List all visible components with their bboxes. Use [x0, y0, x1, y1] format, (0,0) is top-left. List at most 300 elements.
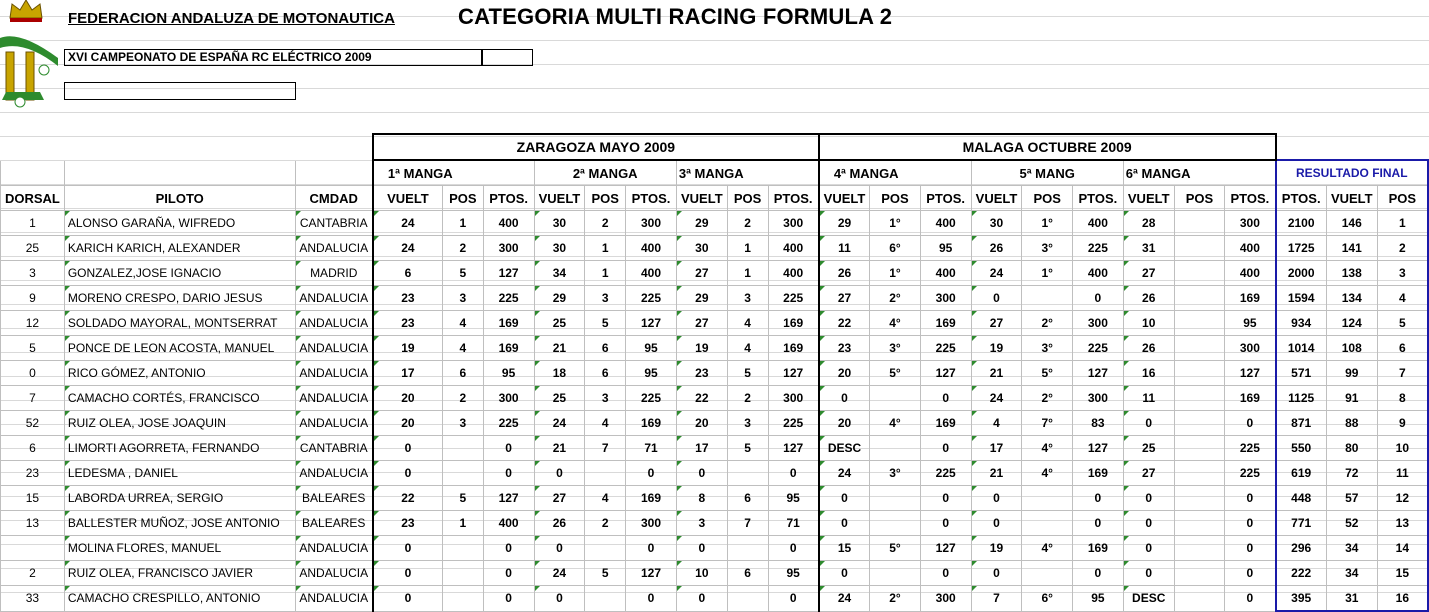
- manga-5-ptos-cell[interactable]: 0: [1073, 561, 1124, 586]
- manga-2-ptos-cell[interactable]: 0: [626, 586, 677, 612]
- manga-2-vuelt-cell[interactable]: 21: [534, 436, 585, 461]
- manga-5-pos-cell[interactable]: [1022, 286, 1073, 311]
- manga-2-pos-cell[interactable]: 6: [585, 361, 626, 386]
- manga-5-pos-cell[interactable]: 1°: [1022, 261, 1073, 286]
- manga-6-ptos-cell[interactable]: 300: [1225, 211, 1276, 236]
- manga-2-ptos-cell[interactable]: 225: [626, 286, 677, 311]
- manga-3-pos-cell[interactable]: 7: [727, 511, 768, 536]
- dorsal-cell[interactable]: 23: [1, 461, 65, 486]
- manga-5-vuelt-cell[interactable]: 0: [971, 511, 1022, 536]
- dorsal-cell[interactable]: 25: [1, 236, 65, 261]
- manga-3-pos-cell[interactable]: 5: [727, 436, 768, 461]
- manga-5-ptos-cell[interactable]: 95: [1073, 586, 1124, 612]
- final-pos-cell[interactable]: 13: [1377, 511, 1428, 536]
- final-pos-cell[interactable]: 16: [1377, 586, 1428, 612]
- manga-4-vuelt-cell[interactable]: 26: [819, 261, 870, 286]
- manga-6-vuelt-cell[interactable]: 10: [1123, 311, 1174, 336]
- community-cell[interactable]: ANDALUCIA: [295, 336, 373, 361]
- manga-3-ptos-cell[interactable]: 300: [768, 386, 819, 411]
- manga-6-vuelt-cell[interactable]: 26: [1123, 286, 1174, 311]
- manga-4-vuelt-cell[interactable]: DESC: [819, 436, 870, 461]
- manga-6-vuelt-cell[interactable]: 25: [1123, 436, 1174, 461]
- community-cell[interactable]: ANDALUCIA: [295, 411, 373, 436]
- manga-1-ptos-cell[interactable]: 300: [483, 236, 534, 261]
- manga-6-vuelt-cell[interactable]: 28: [1123, 211, 1174, 236]
- manga-3-pos-cell[interactable]: 5: [727, 361, 768, 386]
- pilot-name-cell[interactable]: CAMACHO CRESPILLO, ANTONIO: [64, 586, 295, 612]
- manga-1-vuelt-cell[interactable]: 23: [373, 511, 443, 536]
- manga-3-vuelt-cell[interactable]: 10: [676, 561, 727, 586]
- manga-4-pos-cell[interactable]: [870, 386, 921, 411]
- manga-2-ptos-cell[interactable]: 0: [626, 536, 677, 561]
- manga-1-pos-cell[interactable]: [442, 461, 483, 486]
- manga-5-vuelt-cell[interactable]: 0: [971, 486, 1022, 511]
- manga-6-vuelt-cell[interactable]: 31: [1123, 236, 1174, 261]
- manga-6-vuelt-cell[interactable]: 0: [1123, 411, 1174, 436]
- manga-4-vuelt-cell[interactable]: 0: [819, 561, 870, 586]
- final-ptos-cell[interactable]: 571: [1276, 361, 1327, 386]
- final-ptos-cell[interactable]: 222: [1276, 561, 1327, 586]
- final-pos-cell[interactable]: 6: [1377, 336, 1428, 361]
- manga-5-pos-cell[interactable]: 3°: [1022, 336, 1073, 361]
- manga-2-vuelt-cell[interactable]: 27: [534, 486, 585, 511]
- manga-6-vuelt-cell[interactable]: 0: [1123, 536, 1174, 561]
- manga-4-ptos-cell[interactable]: 0: [920, 436, 971, 461]
- manga-5-ptos-cell[interactable]: 169: [1073, 461, 1124, 486]
- manga-6-ptos-cell[interactable]: 0: [1225, 411, 1276, 436]
- manga-6-ptos-cell[interactable]: 169: [1225, 386, 1276, 411]
- manga-5-vuelt-cell[interactable]: 0: [971, 286, 1022, 311]
- manga-2-vuelt-cell[interactable]: 34: [534, 261, 585, 286]
- manga-2-vuelt-cell[interactable]: 21: [534, 336, 585, 361]
- pilot-name-cell[interactable]: LEDESMA , DANIEL: [64, 461, 295, 486]
- dorsal-cell[interactable]: 9: [1, 286, 65, 311]
- manga-3-pos-cell[interactable]: [727, 536, 768, 561]
- manga-6-vuelt-cell[interactable]: 27: [1123, 261, 1174, 286]
- final-ptos-cell[interactable]: 1725: [1276, 236, 1327, 261]
- manga-6-vuelt-cell[interactable]: 27: [1123, 461, 1174, 486]
- manga-2-pos-cell[interactable]: 1: [585, 261, 626, 286]
- final-ptos-cell[interactable]: 1125: [1276, 386, 1327, 411]
- manga-5-ptos-cell[interactable]: 400: [1073, 211, 1124, 236]
- manga-1-vuelt-cell[interactable]: 19: [373, 336, 443, 361]
- manga-3-ptos-cell[interactable]: 300: [768, 211, 819, 236]
- manga-3-ptos-cell[interactable]: 169: [768, 336, 819, 361]
- manga-6-pos-cell[interactable]: [1174, 386, 1225, 411]
- dorsal-cell[interactable]: 6: [1, 436, 65, 461]
- manga-1-pos-cell[interactable]: [442, 586, 483, 612]
- manga-1-vuelt-cell[interactable]: 23: [373, 286, 443, 311]
- manga-4-vuelt-cell[interactable]: 15: [819, 536, 870, 561]
- manga-6-pos-cell[interactable]: [1174, 211, 1225, 236]
- manga-2-ptos-cell[interactable]: 225: [626, 386, 677, 411]
- manga-1-vuelt-cell[interactable]: 24: [373, 211, 443, 236]
- community-cell[interactable]: ANDALUCIA: [295, 236, 373, 261]
- manga-5-pos-cell[interactable]: 6°: [1022, 586, 1073, 612]
- manga-4-vuelt-cell[interactable]: 24: [819, 586, 870, 612]
- dorsal-cell[interactable]: 52: [1, 411, 65, 436]
- manga-4-vuelt-cell[interactable]: 11: [819, 236, 870, 261]
- manga-4-ptos-cell[interactable]: 300: [920, 586, 971, 612]
- manga-2-vuelt-cell[interactable]: 18: [534, 361, 585, 386]
- manga-6-pos-cell[interactable]: [1174, 486, 1225, 511]
- final-vuelt-cell[interactable]: 72: [1326, 461, 1377, 486]
- final-vuelt-cell[interactable]: 141: [1326, 236, 1377, 261]
- manga-5-pos-cell[interactable]: [1022, 511, 1073, 536]
- manga-4-vuelt-cell[interactable]: 24: [819, 461, 870, 486]
- manga-6-pos-cell[interactable]: [1174, 361, 1225, 386]
- manga-2-pos-cell[interactable]: 4: [585, 411, 626, 436]
- final-ptos-cell[interactable]: 395: [1276, 586, 1327, 612]
- pilot-name-cell[interactable]: ALONSO GARAÑA, WIFREDO: [64, 211, 295, 236]
- pilot-name-cell[interactable]: PONCE DE LEON ACOSTA, MANUEL: [64, 336, 295, 361]
- manga-5-vuelt-cell[interactable]: 26: [971, 236, 1022, 261]
- manga-1-ptos-cell[interactable]: 0: [483, 436, 534, 461]
- manga-6-pos-cell[interactable]: [1174, 536, 1225, 561]
- manga-1-vuelt-cell[interactable]: 0: [373, 561, 443, 586]
- manga-2-pos-cell[interactable]: 3: [585, 386, 626, 411]
- manga-5-pos-cell[interactable]: [1022, 486, 1073, 511]
- manga-3-pos-cell[interactable]: 6: [727, 561, 768, 586]
- manga-4-vuelt-cell[interactable]: 29: [819, 211, 870, 236]
- manga-3-vuelt-cell[interactable]: 23: [676, 361, 727, 386]
- manga-6-ptos-cell[interactable]: 127: [1225, 361, 1276, 386]
- manga-4-vuelt-cell[interactable]: 22: [819, 311, 870, 336]
- community-cell[interactable]: ANDALUCIA: [295, 361, 373, 386]
- dorsal-cell[interactable]: 0: [1, 361, 65, 386]
- manga-1-vuelt-cell[interactable]: 0: [373, 436, 443, 461]
- manga-1-ptos-cell[interactable]: 95: [483, 361, 534, 386]
- final-vuelt-cell[interactable]: 124: [1326, 311, 1377, 336]
- manga-5-vuelt-cell[interactable]: 21: [971, 361, 1022, 386]
- manga-3-pos-cell[interactable]: 4: [727, 336, 768, 361]
- pilot-name-cell[interactable]: MORENO CRESPO, DARIO JESUS: [64, 286, 295, 311]
- manga-5-pos-cell[interactable]: [1022, 561, 1073, 586]
- manga-4-pos-cell[interactable]: 5°: [870, 361, 921, 386]
- manga-6-ptos-cell[interactable]: 0: [1225, 486, 1276, 511]
- manga-3-vuelt-cell[interactable]: 17: [676, 436, 727, 461]
- manga-4-pos-cell[interactable]: 5°: [870, 536, 921, 561]
- manga-2-ptos-cell[interactable]: 0: [626, 461, 677, 486]
- manga-2-pos-cell[interactable]: 2: [585, 511, 626, 536]
- manga-1-ptos-cell[interactable]: 0: [483, 561, 534, 586]
- manga-2-pos-cell[interactable]: [585, 586, 626, 612]
- manga-6-vuelt-cell[interactable]: 16: [1123, 361, 1174, 386]
- final-ptos-cell[interactable]: 1014: [1276, 336, 1327, 361]
- manga-4-pos-cell[interactable]: 1°: [870, 211, 921, 236]
- manga-5-vuelt-cell[interactable]: 0: [971, 561, 1022, 586]
- manga-1-ptos-cell[interactable]: 225: [483, 411, 534, 436]
- manga-5-pos-cell[interactable]: 1°: [1022, 211, 1073, 236]
- manga-2-vuelt-cell[interactable]: 30: [534, 236, 585, 261]
- final-vuelt-cell[interactable]: 146: [1326, 211, 1377, 236]
- manga-3-ptos-cell[interactable]: 225: [768, 286, 819, 311]
- manga-6-pos-cell[interactable]: [1174, 261, 1225, 286]
- manga-4-pos-cell[interactable]: 4°: [870, 411, 921, 436]
- manga-2-vuelt-cell[interactable]: 0: [534, 461, 585, 486]
- manga-6-ptos-cell[interactable]: 95: [1225, 311, 1276, 336]
- manga-3-pos-cell[interactable]: [727, 461, 768, 486]
- manga-5-vuelt-cell[interactable]: 19: [971, 336, 1022, 361]
- final-vuelt-cell[interactable]: 134: [1326, 286, 1377, 311]
- manga-5-ptos-cell[interactable]: 127: [1073, 436, 1124, 461]
- manga-3-pos-cell[interactable]: 1: [727, 236, 768, 261]
- manga-4-pos-cell[interactable]: 4°: [870, 311, 921, 336]
- pilot-name-cell[interactable]: RUIZ OLEA, FRANCISCO JAVIER: [64, 561, 295, 586]
- manga-4-vuelt-cell[interactable]: 0: [819, 511, 870, 536]
- final-ptos-cell[interactable]: 871: [1276, 411, 1327, 436]
- final-ptos-cell[interactable]: 448: [1276, 486, 1327, 511]
- manga-6-vuelt-cell[interactable]: 26: [1123, 336, 1174, 361]
- manga-1-ptos-cell[interactable]: 225: [483, 286, 534, 311]
- final-vuelt-cell[interactable]: 80: [1326, 436, 1377, 461]
- community-cell[interactable]: MADRID: [295, 261, 373, 286]
- manga-2-vuelt-cell[interactable]: 29: [534, 286, 585, 311]
- final-pos-cell[interactable]: 11: [1377, 461, 1428, 486]
- manga-1-ptos-cell[interactable]: 0: [483, 586, 534, 612]
- manga-4-pos-cell[interactable]: 2°: [870, 586, 921, 612]
- final-ptos-cell[interactable]: 934: [1276, 311, 1327, 336]
- community-cell[interactable]: ANDALUCIA: [295, 386, 373, 411]
- manga-1-pos-cell[interactable]: 4: [442, 336, 483, 361]
- final-pos-cell[interactable]: 12: [1377, 486, 1428, 511]
- manga-5-vuelt-cell[interactable]: 24: [971, 386, 1022, 411]
- community-cell[interactable]: ANDALUCIA: [295, 286, 373, 311]
- manga-6-ptos-cell[interactable]: 300: [1225, 336, 1276, 361]
- manga-1-ptos-cell[interactable]: 127: [483, 261, 534, 286]
- manga-1-ptos-cell[interactable]: 300: [483, 386, 534, 411]
- manga-3-ptos-cell[interactable]: 0: [768, 461, 819, 486]
- manga-3-vuelt-cell[interactable]: 19: [676, 336, 727, 361]
- manga-2-vuelt-cell[interactable]: 25: [534, 311, 585, 336]
- dorsal-cell[interactable]: 7: [1, 386, 65, 411]
- manga-5-pos-cell[interactable]: 5°: [1022, 361, 1073, 386]
- manga-3-vuelt-cell[interactable]: 8: [676, 486, 727, 511]
- manga-3-vuelt-cell[interactable]: 29: [676, 211, 727, 236]
- dorsal-cell[interactable]: [1, 536, 65, 561]
- manga-4-vuelt-cell[interactable]: 0: [819, 486, 870, 511]
- final-vuelt-cell[interactable]: 91: [1326, 386, 1377, 411]
- manga-1-vuelt-cell[interactable]: 20: [373, 386, 443, 411]
- manga-1-pos-cell[interactable]: 5: [442, 486, 483, 511]
- manga-3-pos-cell[interactable]: 6: [727, 486, 768, 511]
- manga-5-vuelt-cell[interactable]: 19: [971, 536, 1022, 561]
- dorsal-cell[interactable]: 15: [1, 486, 65, 511]
- manga-1-pos-cell[interactable]: 1: [442, 511, 483, 536]
- championship-extra-cell[interactable]: [482, 49, 533, 66]
- manga-1-vuelt-cell[interactable]: 22: [373, 486, 443, 511]
- final-ptos-cell[interactable]: 1594: [1276, 286, 1327, 311]
- manga-5-ptos-cell[interactable]: 169: [1073, 536, 1124, 561]
- manga-5-pos-cell[interactable]: 7°: [1022, 411, 1073, 436]
- manga-1-ptos-cell[interactable]: 0: [483, 536, 534, 561]
- manga-1-pos-cell[interactable]: [442, 561, 483, 586]
- pilot-name-cell[interactable]: LABORDA URREA, SERGIO: [64, 486, 295, 511]
- community-cell[interactable]: BALEARES: [295, 486, 373, 511]
- dorsal-cell[interactable]: 13: [1, 511, 65, 536]
- community-cell[interactable]: BALEARES: [295, 511, 373, 536]
- manga-3-pos-cell[interactable]: 1: [727, 261, 768, 286]
- manga-4-ptos-cell[interactable]: 127: [920, 536, 971, 561]
- manga-3-ptos-cell[interactable]: 127: [768, 436, 819, 461]
- manga-6-vuelt-cell[interactable]: 0: [1123, 561, 1174, 586]
- final-vuelt-cell[interactable]: 57: [1326, 486, 1377, 511]
- manga-4-ptos-cell[interactable]: 225: [920, 461, 971, 486]
- manga-5-vuelt-cell[interactable]: 27: [971, 311, 1022, 336]
- manga-4-ptos-cell[interactable]: 0: [920, 386, 971, 411]
- manga-6-pos-cell[interactable]: [1174, 461, 1225, 486]
- manga-3-vuelt-cell[interactable]: 3: [676, 511, 727, 536]
- manga-5-vuelt-cell[interactable]: 30: [971, 211, 1022, 236]
- manga-3-vuelt-cell[interactable]: 0: [676, 536, 727, 561]
- manga-6-vuelt-cell[interactable]: 0: [1123, 511, 1174, 536]
- manga-4-ptos-cell[interactable]: 169: [920, 411, 971, 436]
- manga-4-ptos-cell[interactable]: 0: [920, 561, 971, 586]
- manga-6-pos-cell[interactable]: [1174, 436, 1225, 461]
- dorsal-cell[interactable]: 12: [1, 311, 65, 336]
- manga-3-vuelt-cell[interactable]: 27: [676, 261, 727, 286]
- manga-2-vuelt-cell[interactable]: 0: [534, 536, 585, 561]
- manga-2-ptos-cell[interactable]: 169: [626, 486, 677, 511]
- manga-5-pos-cell[interactable]: 4°: [1022, 536, 1073, 561]
- manga-5-ptos-cell[interactable]: 225: [1073, 336, 1124, 361]
- manga-4-ptos-cell[interactable]: 169: [920, 311, 971, 336]
- manga-6-pos-cell[interactable]: [1174, 586, 1225, 612]
- manga-5-vuelt-cell[interactable]: 7: [971, 586, 1022, 612]
- manga-6-ptos-cell[interactable]: 0: [1225, 586, 1276, 612]
- manga-4-ptos-cell[interactable]: 400: [920, 261, 971, 286]
- final-pos-cell[interactable]: 4: [1377, 286, 1428, 311]
- manga-5-ptos-cell[interactable]: 0: [1073, 286, 1124, 311]
- manga-5-ptos-cell[interactable]: 400: [1073, 261, 1124, 286]
- manga-4-ptos-cell[interactable]: 95: [920, 236, 971, 261]
- manga-3-pos-cell[interactable]: 2: [727, 386, 768, 411]
- pilot-name-cell[interactable]: RICO GÓMEZ, ANTONIO: [64, 361, 295, 386]
- manga-3-ptos-cell[interactable]: 225: [768, 411, 819, 436]
- community-cell[interactable]: CANTABRIA: [295, 436, 373, 461]
- manga-1-vuelt-cell[interactable]: 0: [373, 461, 443, 486]
- empty-boxed-cell[interactable]: [64, 82, 296, 100]
- final-vuelt-cell[interactable]: 88: [1326, 411, 1377, 436]
- final-pos-cell[interactable]: 8: [1377, 386, 1428, 411]
- manga-5-ptos-cell[interactable]: 127: [1073, 361, 1124, 386]
- manga-4-pos-cell[interactable]: [870, 436, 921, 461]
- manga-6-ptos-cell[interactable]: 400: [1225, 261, 1276, 286]
- manga-2-pos-cell[interactable]: [585, 461, 626, 486]
- manga-5-pos-cell[interactable]: 4°: [1022, 461, 1073, 486]
- manga-4-pos-cell[interactable]: 2°: [870, 286, 921, 311]
- manga-1-vuelt-cell[interactable]: 17: [373, 361, 443, 386]
- manga-5-ptos-cell[interactable]: 225: [1073, 236, 1124, 261]
- community-cell[interactable]: ANDALUCIA: [295, 311, 373, 336]
- manga-4-pos-cell[interactable]: 3°: [870, 461, 921, 486]
- manga-3-ptos-cell[interactable]: 71: [768, 511, 819, 536]
- manga-1-ptos-cell[interactable]: 400: [483, 211, 534, 236]
- manga-1-pos-cell[interactable]: [442, 536, 483, 561]
- manga-2-vuelt-cell[interactable]: 30: [534, 211, 585, 236]
- final-ptos-cell[interactable]: 296: [1276, 536, 1327, 561]
- manga-5-pos-cell[interactable]: 4°: [1022, 436, 1073, 461]
- manga-2-pos-cell[interactable]: [585, 536, 626, 561]
- manga-4-pos-cell[interactable]: [870, 511, 921, 536]
- final-pos-cell[interactable]: 9: [1377, 411, 1428, 436]
- manga-1-vuelt-cell[interactable]: 23: [373, 311, 443, 336]
- manga-6-ptos-cell[interactable]: 169: [1225, 286, 1276, 311]
- final-ptos-cell[interactable]: 550: [1276, 436, 1327, 461]
- manga-3-pos-cell[interactable]: 3: [727, 411, 768, 436]
- manga-2-ptos-cell[interactable]: 127: [626, 311, 677, 336]
- manga-2-ptos-cell[interactable]: 400: [626, 261, 677, 286]
- manga-5-vuelt-cell[interactable]: 4: [971, 411, 1022, 436]
- community-cell[interactable]: CANTABRIA: [295, 211, 373, 236]
- manga-3-pos-cell[interactable]: 4: [727, 311, 768, 336]
- manga-4-pos-cell[interactable]: 1°: [870, 261, 921, 286]
- manga-2-ptos-cell[interactable]: 400: [626, 236, 677, 261]
- manga-2-pos-cell[interactable]: 1: [585, 236, 626, 261]
- manga-5-pos-cell[interactable]: 3°: [1022, 236, 1073, 261]
- final-vuelt-cell[interactable]: 34: [1326, 561, 1377, 586]
- manga-3-pos-cell[interactable]: 2: [727, 211, 768, 236]
- manga-2-ptos-cell[interactable]: 300: [626, 211, 677, 236]
- final-vuelt-cell[interactable]: 108: [1326, 336, 1377, 361]
- manga-1-ptos-cell[interactable]: 400: [483, 511, 534, 536]
- manga-5-ptos-cell[interactable]: 83: [1073, 411, 1124, 436]
- pilot-name-cell[interactable]: SOLDADO MAYORAL, MONTSERRAT: [64, 311, 295, 336]
- manga-3-vuelt-cell[interactable]: 30: [676, 236, 727, 261]
- manga-2-ptos-cell[interactable]: 95: [626, 336, 677, 361]
- manga-1-ptos-cell[interactable]: 169: [483, 336, 534, 361]
- manga-3-ptos-cell[interactable]: 0: [768, 586, 819, 612]
- manga-1-pos-cell[interactable]: 4: [442, 311, 483, 336]
- manga-1-ptos-cell[interactable]: 127: [483, 486, 534, 511]
- manga-2-vuelt-cell[interactable]: 25: [534, 386, 585, 411]
- manga-6-pos-cell[interactable]: [1174, 511, 1225, 536]
- manga-3-ptos-cell[interactable]: 0: [768, 536, 819, 561]
- final-pos-cell[interactable]: 7: [1377, 361, 1428, 386]
- manga-4-pos-cell[interactable]: [870, 486, 921, 511]
- manga-4-ptos-cell[interactable]: 400: [920, 211, 971, 236]
- manga-6-ptos-cell[interactable]: 0: [1225, 511, 1276, 536]
- manga-4-ptos-cell[interactable]: 0: [920, 511, 971, 536]
- dorsal-cell[interactable]: 33: [1, 586, 65, 612]
- final-ptos-cell[interactable]: 2100: [1276, 211, 1327, 236]
- pilot-name-cell[interactable]: LIMORTI AGORRETA, FERNANDO: [64, 436, 295, 461]
- final-pos-cell[interactable]: 14: [1377, 536, 1428, 561]
- manga-1-ptos-cell[interactable]: 0: [483, 461, 534, 486]
- manga-2-pos-cell[interactable]: 5: [585, 311, 626, 336]
- pilot-name-cell[interactable]: BALLESTER MUÑOZ, JOSE ANTONIO: [64, 511, 295, 536]
- manga-2-ptos-cell[interactable]: 300: [626, 511, 677, 536]
- manga-3-pos-cell[interactable]: [727, 586, 768, 612]
- manga-4-ptos-cell[interactable]: 0: [920, 486, 971, 511]
- pilot-name-cell[interactable]: RUIZ OLEA, JOSE JOAQUIN: [64, 411, 295, 436]
- manga-5-ptos-cell[interactable]: 300: [1073, 311, 1124, 336]
- manga-3-pos-cell[interactable]: 3: [727, 286, 768, 311]
- manga-4-ptos-cell[interactable]: 127: [920, 361, 971, 386]
- manga-5-pos-cell[interactable]: 2°: [1022, 311, 1073, 336]
- manga-6-ptos-cell[interactable]: 400: [1225, 236, 1276, 261]
- manga-1-vuelt-cell[interactable]: 20: [373, 411, 443, 436]
- manga-1-pos-cell[interactable]: [442, 436, 483, 461]
- manga-2-pos-cell[interactable]: 6: [585, 336, 626, 361]
- final-vuelt-cell[interactable]: 138: [1326, 261, 1377, 286]
- manga-6-vuelt-cell[interactable]: 11: [1123, 386, 1174, 411]
- manga-4-ptos-cell[interactable]: 300: [920, 286, 971, 311]
- manga-1-vuelt-cell[interactable]: 6: [373, 261, 443, 286]
- manga-1-pos-cell[interactable]: 3: [442, 411, 483, 436]
- manga-4-vuelt-cell[interactable]: 20: [819, 361, 870, 386]
- manga-1-vuelt-cell[interactable]: 24: [373, 236, 443, 261]
